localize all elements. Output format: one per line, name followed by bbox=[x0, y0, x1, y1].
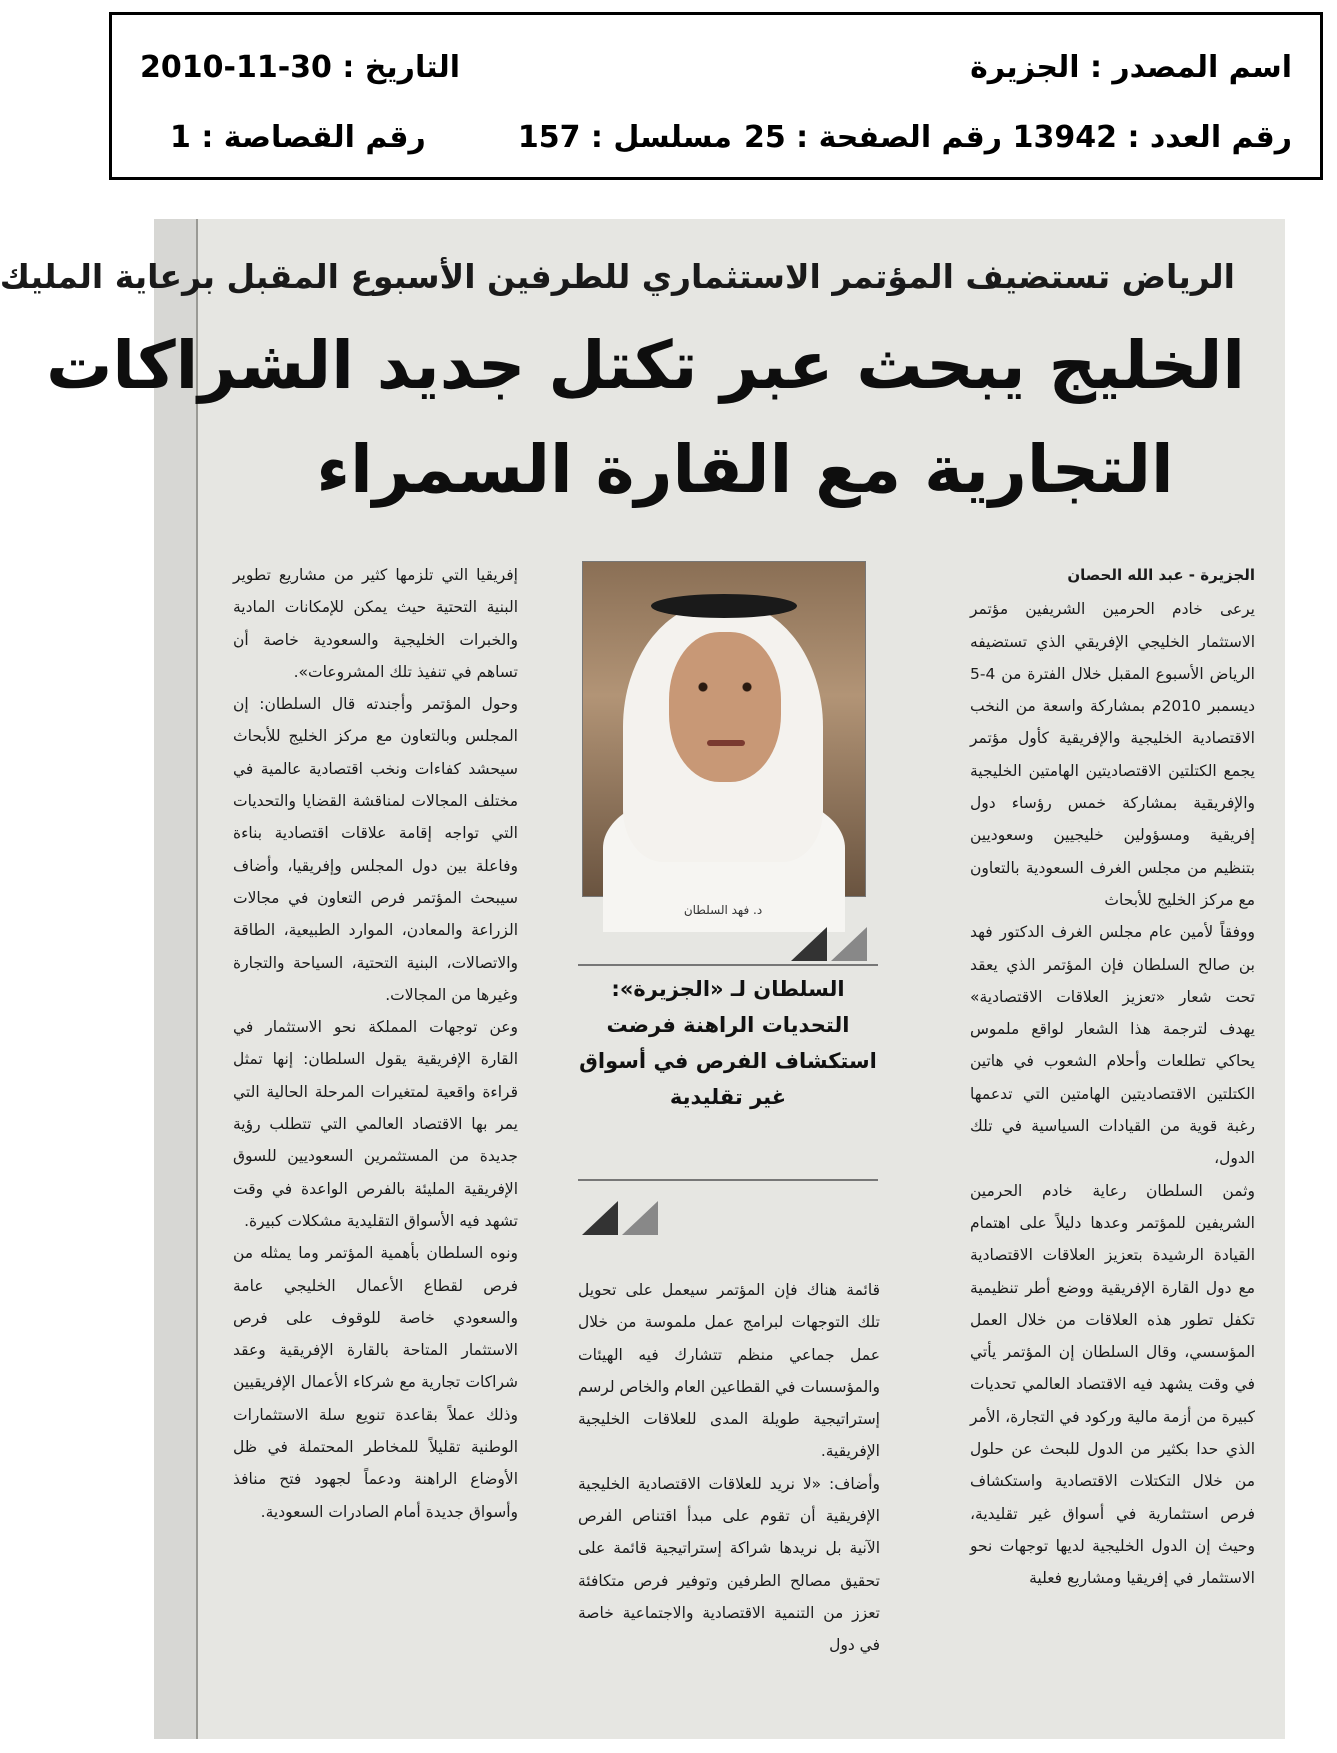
pullquote-intro: السلطان لـ «الجزيرة»: bbox=[611, 977, 845, 1001]
article-headline-line-1: الخليج يبحث عبر تكتل جديد الشراكات bbox=[46, 327, 1245, 404]
pullquote-line: التحديات الراهنة فرضت bbox=[606, 1013, 850, 1037]
paragraph: وأضاف: «لا نريد للعلاقات الاقتصادية الخليجية الإفريقية أن تقوم على مبدأ اقتناص الفرص الآنية بل نريدها شراكة إستراتيجية قائمة على تحقيق مصالح الطرفين وتوفير فرص متكافئة تعزز من التنمية الاقتصادية والاجتماعية خاصة في دول bbox=[578, 1474, 880, 1655]
pullquote-bottom-rule bbox=[578, 1179, 878, 1181]
paragraph: قائمة هناك فإن المؤتمر سيعمل على تحويل تلك التوجهات لبرامج عمل ملموسة من خلال عمل جماعي منظم تتشارك فيه الهيئات والمؤسسات في القطاعين العام والخاص لرسم إستراتيجية طويلة المدى للعلاقات الخليجية الإفريقية. bbox=[578, 1281, 880, 1461]
decorative-triangles-top bbox=[791, 927, 871, 961]
paragraph: ونوه السلطان بأهمية المؤتمر وما يمثله من فرص لقطاع الأعمال الخليجي عامة والسعودي خاصة للوقوف على فرص الاستثمار المتاحة بالقارة الإفريقية وعقد شراكات تجارية مع شركاء الأعمال الإفريقيين وذلك عملاً بقاعدة تنويع سلة الاستثمارات الوطنية تقليلاً للمخاطر المحتملة في ظل الأوضاع الراهنة ودعماً لجهود فتح منافذ وأسواق جديدة أمام الصادرات السعودية. bbox=[233, 1244, 518, 1521]
pullquote-line: غير تقليدية bbox=[669, 1085, 787, 1109]
serial-label: مسلسل : 157 bbox=[517, 119, 732, 155]
paragraph: ووفقاً لأمين عام مجلس الغرف الدكتور فهد بن صالح السلطان فإن المؤتمر الذي يعقد تحت شعار «تعزيز العلاقات الاقتصادية» يهدف لترجمة هذا الشعار لواقع ملموس يحاكي تطلعات وأحلام الشعوب في هاتين الكتلتين الاقتصاديتين الهامتين التي تدعمها رغبة قوية من القيادات السياسية في تلك الدول، bbox=[970, 923, 1255, 1168]
paragraph: إفريقيا التي تلزمها كثير من مشاريع تطوير البنية التحتية حيث يمكن للإمكانات المادية والخبرات الخليجية والسعودية خاصة أن تساهم في تنفيذ تلك المشروعات». bbox=[233, 566, 518, 681]
header-row-2 bbox=[130, 107, 1302, 167]
pullquote-line: استكشاف الفرص في أسواق bbox=[579, 1049, 877, 1073]
newspaper-page bbox=[0, 219, 1285, 1739]
byline: الجزيرة - عبد الله الحصان bbox=[1067, 566, 1255, 584]
article-subtitle: الرياض تستضيف المؤتمر الاستثماري للطرفين الأسبوع المقبل برعاية المليك bbox=[0, 257, 1235, 296]
paragraph: وحول المؤتمر وأجندته قال السلطان: إن المجلس وبالتعاون مع مركز الخليج للأبحاث سيحشد كفاءات ونخب اقتصادية عالمية في مختلف المجالات لمناقشة القضايا والتحديات التي تواجه إقامة علاقات اقتصادية بناءة وفاعلة بين دول المجلس وإفريقيا، وأضاف سيبحث المؤتمر فرص التعاون في مجالات الزراعة والمعادن، الموارد الطبيعية، الطاقة والاتصالات، البنية التحتية، السياحة والتجارة وغيرها من المجالات. bbox=[233, 695, 518, 1004]
header-row-1 bbox=[130, 37, 1302, 97]
article-column-right bbox=[970, 559, 1255, 1595]
paragraph: يرعى خادم الحرمين الشريفين مؤتمر الاستثمار الخليجي الإفريقي الذي تستضيفه الرياض الأسبوع المقبل خلال الفترة من 4-5 ديسمبر 2010م بمشاركة واسعة من النخب الاقتصادية الخليجية والإفريقية كأول مؤتمر يجمع الكتلتين الاقتصاديتين الهامتين الخليجية والإفريقية بمشاركة خمس رؤساء دول إفريقية ومسؤولين خليجيين وسعوديين بتنظيم من مجلس الغرف السعودية بالتعاون مع مركز الخليج للأبحاث bbox=[970, 600, 1255, 909]
pullquote bbox=[578, 977, 878, 1115]
article-headline-line-2: التجارية مع القارة السمراء bbox=[316, 431, 1174, 508]
portrait-photo bbox=[582, 561, 866, 897]
paragraph: وثمن السلطان رعاية خادم الحرمين الشريفين للمؤتمر وعدها دليلاً على اهتمام القيادة الرشيدة بتعزيز العلاقات الاقتصادية مع دول القارة الإفريقية ووضع أطر تنظيمية تكفل تطور هذه العلاقات من خلال العمل المؤسسي، وقال السلطان إن المؤتمر يأتي في وقت يشهد فيه الاقتصاد العالمي تحديات كبيرة من أزمة مالية وركود في التجارة، الأمر الذي حدا بكثير من الدول للبحث عن حلول من خلال التكتلات الاقتصادية واستكشاف فرص استثمارية في أسواق غير تقليدية، وحيث إن الدول الخليجية لديها توجهات نحو الاستثمار في إفريقيا ومشاريع فعلية bbox=[970, 1181, 1255, 1588]
issue-label: رقم العدد : 13942 bbox=[1012, 119, 1292, 155]
clipping-label: رقم القصاصة : 1 bbox=[170, 119, 426, 155]
article-column-left bbox=[233, 559, 518, 1528]
decorative-triangles-bottom bbox=[582, 1201, 662, 1235]
newspaper-clipping bbox=[0, 219, 1283, 1739]
paragraph: وعن توجهات المملكة نحو الاستثمار في القارة الإفريقية يقول السلطان: إنها تمثل قراءة واقعية لمتغيرات المرحلة الحالية التي يمر بها الاقتصاد العالمي التي تتطلب رؤية جديدة من المستثمرين السعوديين للسوق الإفريقية المليئة بالفرص الواعدة في وقت تشهد فيه الأسواق التقليدية مشكلات كبيرة. bbox=[233, 1018, 518, 1230]
source-label: اسم المصدر : الجزيرة bbox=[970, 49, 1292, 85]
clipping-header bbox=[109, 12, 1323, 180]
pullquote-top-rule bbox=[578, 964, 878, 966]
page-label: رقم الصفحة : 25 bbox=[743, 119, 1002, 155]
date-label: التاريخ : 30-11-2010 bbox=[140, 49, 461, 85]
photo-caption: د. فهد السلطان bbox=[683, 903, 763, 917]
article-column-middle bbox=[578, 1274, 880, 1662]
